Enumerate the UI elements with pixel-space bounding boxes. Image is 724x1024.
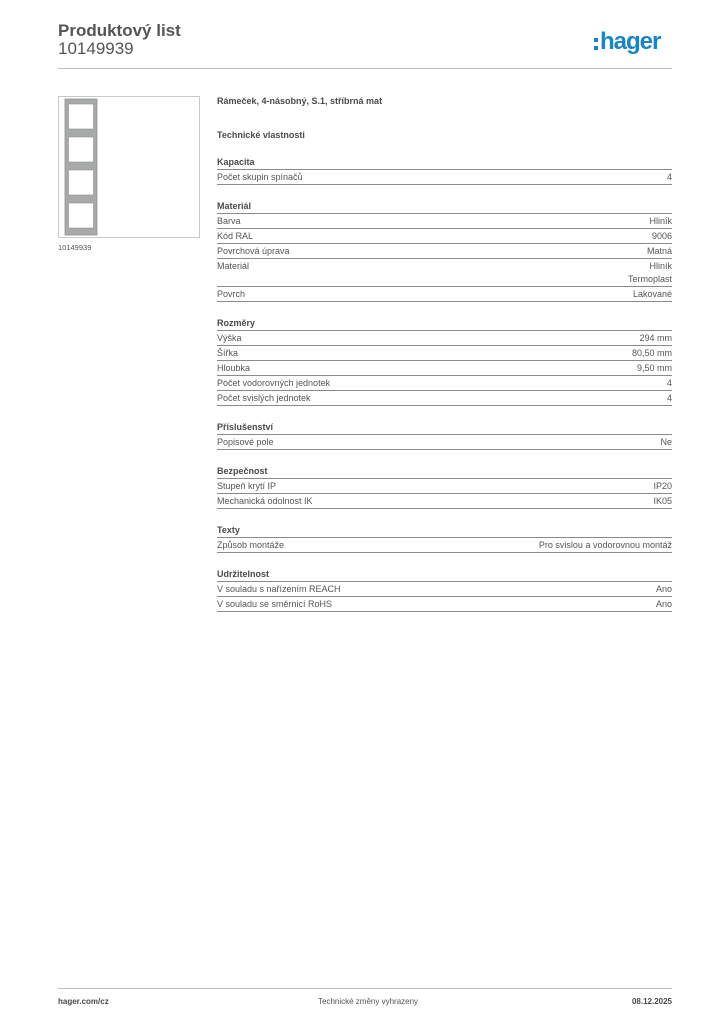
product-number: 10149939 <box>58 39 134 58</box>
spec-value: IK05 <box>653 496 672 506</box>
section-bezpecnost <box>217 465 672 509</box>
spec-value: Hliník <box>649 216 672 226</box>
spec-row <box>217 361 672 376</box>
document-title: Produktový list <box>58 21 181 40</box>
hager-logo <box>594 27 660 57</box>
section-title: Texty <box>217 524 672 538</box>
spec-row <box>217 170 672 185</box>
spec-row <box>217 229 672 244</box>
spec-row <box>217 331 672 346</box>
spec-label: Šířka <box>217 348 239 358</box>
section-udrzitelnost <box>217 568 672 612</box>
spec-row <box>217 244 672 259</box>
spec-row <box>217 259 672 287</box>
spec-row <box>217 597 672 612</box>
spec-label: Barva <box>217 216 241 226</box>
spec-label: Kód RAL <box>217 231 254 241</box>
section-title: Příslušenství <box>217 421 672 435</box>
footer-notice: Technické změny vyhrazeny <box>318 997 419 1006</box>
section-rozmery <box>217 317 672 406</box>
spec-label: V souladu se směrnicí RoHS <box>217 599 333 609</box>
spec-value: 4 <box>666 393 672 403</box>
section-title: Udržitelnost <box>217 568 672 582</box>
spec-label: Počet skupin spínačů <box>217 172 303 182</box>
logo-dots-icon <box>594 38 598 50</box>
section-material <box>217 200 672 302</box>
spec-row <box>217 479 672 494</box>
spec-value: 80,50 mm <box>631 348 672 358</box>
spec-row <box>217 391 672 406</box>
footer-website-link[interactable]: hager.com/cz <box>58 997 109 1006</box>
spec-label: V souladu s nařízením REACH <box>217 584 341 594</box>
image-caption: 10149939 <box>58 243 92 252</box>
spec-value: Ano <box>655 584 672 594</box>
section-title: Kapacita <box>217 156 672 170</box>
spec-value: IP20 <box>653 481 672 491</box>
spec-label: Výška <box>217 333 242 343</box>
section-prislusenstvi <box>217 421 672 450</box>
spec-value: 4 <box>666 378 672 388</box>
spec-row <box>217 376 672 391</box>
header-divider <box>58 68 672 69</box>
spec-row <box>217 435 672 450</box>
section-title: Materiál <box>217 200 672 214</box>
footer-date: 08.12.2025 <box>631 997 672 1006</box>
frame-4-gang-image <box>59 97 199 237</box>
section-title: Bezpečnost <box>217 465 672 479</box>
spec-row <box>217 214 672 229</box>
spec-value: Ano <box>655 599 672 609</box>
spec-value: Pro svislou a vodorovnou montáž <box>538 540 672 550</box>
spec-label: Počet svislých jednotek <box>217 393 311 403</box>
section-title: Rozměry <box>217 317 672 331</box>
spec-content <box>217 95 672 612</box>
spec-label: Povrch <box>217 289 246 299</box>
spec-value: 294 mm <box>639 333 672 343</box>
spec-row <box>217 287 672 302</box>
product-image <box>58 96 200 238</box>
spec-label: Způsob montáže <box>217 540 285 550</box>
logo-text: hager <box>600 28 661 55</box>
spec-label: Stupeň krytí IP <box>217 481 277 491</box>
spec-row <box>217 582 672 597</box>
spec-row <box>217 538 672 553</box>
footer-divider <box>58 988 672 989</box>
spec-value: Hliník Termoplast <box>627 261 672 284</box>
spec-row <box>217 494 672 509</box>
product-name: Rámeček, 4-násobný, S.1, stříbrná mat <box>217 96 383 106</box>
spec-label: Počet vodorovných jednotek <box>217 378 331 388</box>
spec-value: 9,50 mm <box>636 363 672 373</box>
spec-label: Povrchová úprava <box>217 246 290 256</box>
spec-value: Lakované <box>632 289 672 299</box>
section-kapacita <box>217 156 672 185</box>
section-texty <box>217 524 672 553</box>
spec-label: Mechanická odolnost IK <box>217 496 313 506</box>
spec-value: Matná <box>646 246 672 256</box>
spec-value: Ne <box>660 437 672 447</box>
technical-properties-heading: Technické vlastnosti <box>217 130 305 140</box>
spec-value: 4 <box>666 172 672 182</box>
spec-row <box>217 346 672 361</box>
spec-value: 9006 <box>651 231 672 241</box>
spec-label: Materiál <box>217 261 250 271</box>
spec-label: Hloubka <box>217 363 251 373</box>
spec-label: Popisové pole <box>217 437 274 447</box>
